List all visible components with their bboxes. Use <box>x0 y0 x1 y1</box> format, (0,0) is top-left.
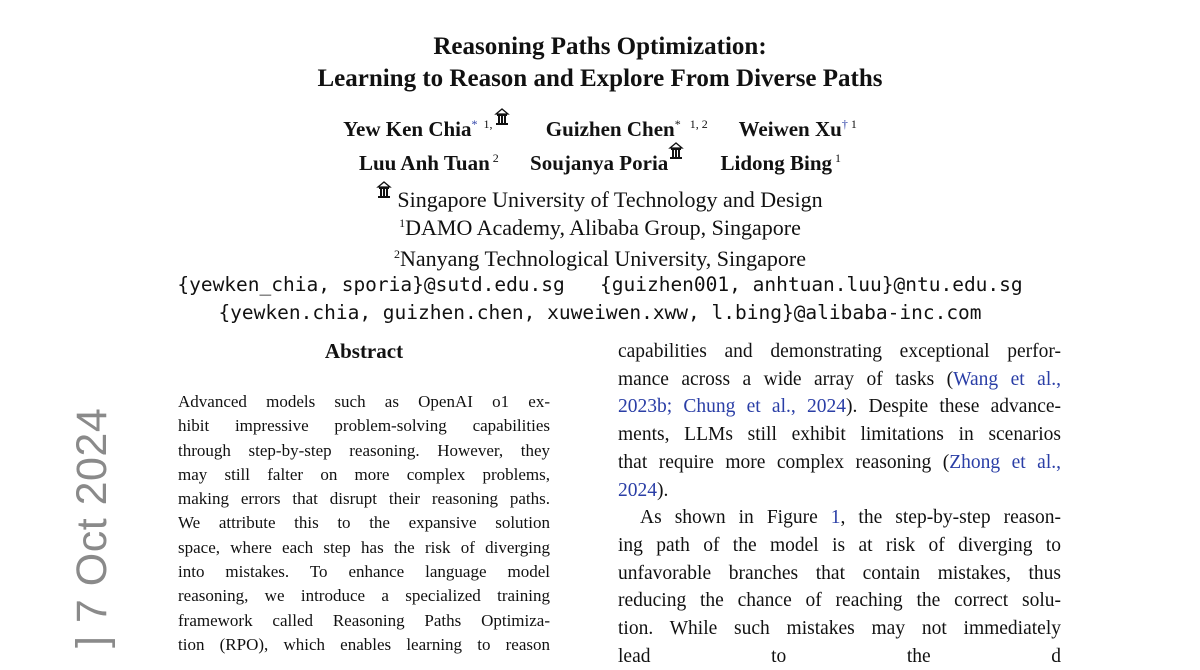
introduction-column <box>618 338 1061 670</box>
intro-line: that require more complex reasoning (Zhong et al., <box>618 451 1061 473</box>
intro-line: ing path of the model is at risk of diverging to <box>618 534 1061 556</box>
intro-line: lead to the d <box>618 645 1061 667</box>
email-group-ntu[interactable]: {guizhen001, anhtuan.luu}@ntu.edu.sg <box>600 273 1023 296</box>
abstract-line: hibit impressive problem-solving capabilities <box>178 416 550 436</box>
paper-title-line-1: Reasoning Paths Optimization: <box>433 33 767 60</box>
author-affil: 1 <box>850 117 857 131</box>
authors-row-2 <box>0 146 1200 183</box>
affiliation-1: $^1$DAMO Academy, Alibaba Group, Singapore <box>399 214 801 240</box>
author-affil: 1 <box>835 151 842 165</box>
abstract-line: tion (RPO), which enables learning to reason <box>178 634 550 654</box>
affiliation-2-mark: 2 <box>394 247 401 261</box>
affiliation-2: $^2$Nanyang Technological University, Singapore <box>394 246 806 271</box>
abstract-line: may still falter on more complex problems, <box>178 464 550 484</box>
paper-title-line-2: Learning to Reason and Explore From Diverse Paths <box>317 65 883 92</box>
intro-line: tion. While such mistakes may not immediately <box>618 618 1061 640</box>
university-icon <box>377 181 391 199</box>
arxiv-stamp-text: ] 7 Oct 2024 <box>68 407 116 648</box>
author-name: Lidong Bing <box>720 151 833 175</box>
author-emails <box>0 271 1200 327</box>
citation-link[interactable]: Zhong et al., <box>949 451 1061 473</box>
author-name: Yew Ken Chia <box>343 117 472 141</box>
email-group-sutd[interactable]: {yewken_chia, sporia}@sutd.edu.sg <box>177 273 565 296</box>
abstract-line: making errors that disrupt their reasoning paths. <box>178 489 550 509</box>
intro-line: 2023b; Chung et al., 2024). Despite these advance- <box>618 396 1061 418</box>
abstract-heading: Abstract <box>324 339 404 363</box>
intro-line: ments, LLMs still exhibit limitations in scenarios <box>618 424 1061 446</box>
author-name: Guizhen Chen <box>545 117 675 141</box>
abstract-line: through step-by-step reasoning. However, they <box>178 440 550 460</box>
intro-line: mance across a wide array of tasks (Wang et al., <box>618 368 1061 390</box>
affiliation-1-mark: 1 <box>399 215 406 230</box>
abstract-line: Advanced models such as OpenAI o1 ex- <box>178 392 550 411</box>
abstract-line: We attribute this to the expansive solution <box>178 513 550 533</box>
author-affil: 1, <box>483 117 493 131</box>
intro-line: reducing the chance of reaching the correct solu- <box>618 590 1061 612</box>
authors-row-1 <box>0 112 1200 149</box>
author-name: Soujanya Poria <box>530 151 669 175</box>
abstract-line: into mistakes. To enhance language model <box>178 562 550 582</box>
citation-link[interactable]: 2023b; Chung et al., 2024 <box>618 396 846 418</box>
university-icon <box>669 142 683 160</box>
author-name: Weiwen Xu <box>738 117 842 141</box>
citation-link[interactable]: Wang et al., <box>953 368 1061 390</box>
figure-reference-link[interactable]: 1 <box>830 507 841 529</box>
abstract-body <box>178 390 550 657</box>
abstract-line: space, where each step has the risk of diverging <box>178 537 550 557</box>
intro-line: unfavorable branches that contain mistakes, thus <box>618 562 1061 584</box>
abstract-line: framework called Reasoning Paths Optimiza- <box>178 610 550 630</box>
affiliation-univ: Singapore University of Technology and Design <box>0 186 1200 214</box>
paper-title <box>0 31 1200 95</box>
equal-contribution-mark: * <box>674 117 681 131</box>
citation-link[interactable]: 2024 <box>618 479 657 501</box>
intro-line: 2024). <box>618 479 669 501</box>
author-affil: 1, 2 <box>689 117 708 131</box>
abstract-line: reasoning, we introduce a specialized training <box>178 586 550 606</box>
affiliations <box>0 186 1200 277</box>
intro-line: capabilities and demonstrating exceptional perfor- <box>618 341 1061 362</box>
arxiv-stamp <box>24 407 116 648</box>
author-affil: 2 <box>492 151 499 165</box>
intro-line: As shown in Figure 1, the step-by-step reason- <box>640 507 1061 529</box>
corresponding-author-mark: † <box>841 117 848 131</box>
equal-contribution-mark: * <box>471 117 478 131</box>
author-name: Luu Anh Tuan <box>358 151 490 175</box>
email-group-alibaba[interactable]: {yewken.chia, guizhen.chen, xuweiwen.xww, l.bing}@alibaba-inc.com <box>218 301 982 324</box>
university-icon <box>495 108 509 126</box>
